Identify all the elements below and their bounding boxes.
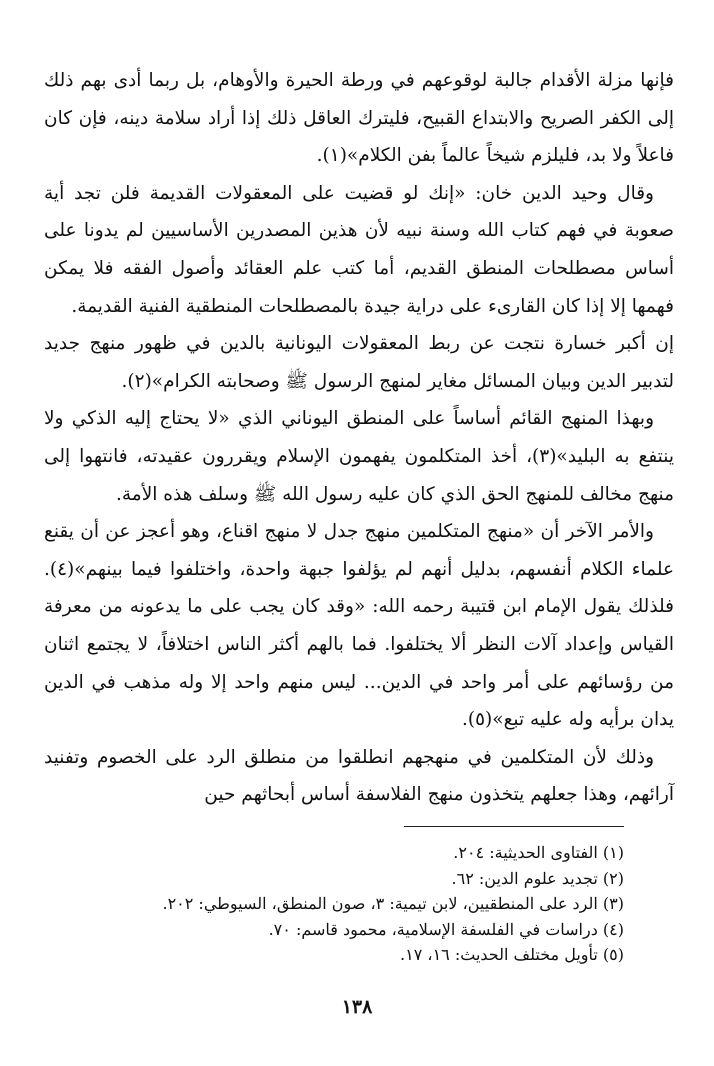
main-text [44,62,674,814]
paragraph: وذلك لأن المتكلمين في منهجهم انطلقوا من منطلق الرد على الخصوم وتفنيد آرائهم، وهذا جعلهم يتخذون منهج الفلاسفة أساس أبحاثهم حين [44,746,674,806]
footnote: (٥) تأويل مختلف الحديث: ١٦، ١٧. [400,945,624,965]
footnote: (٣) الرد على المنطقيين، لابن تيمية: ٣، صون المنطق، السيوطي: ٢٠٢. [162,894,624,914]
paragraph: وقال وحيد الدين خان: «إنك لو قضيت على المعقولات القديمة فلن تجد أية صعوبة في فهم كتاب الله وسنة نبيه لأن هذين المصدرين الأساسيين لم يدونا على أساس مصطلحات المنطق القديم، أما كتب علم العقائد وأصول الفقه فلا يمكن فهمها إلا إذا كان القارىء على دراية جيدة بالمصطلحات المنطقية الفنية القديمة. [44,182,674,317]
paragraph: والأمر الآخر أن «منهج المتكلمين منهج جدل لا منهج اقناع، وهو أعجز عن أن يقنع علماء الكلام أنفسهم، بدليل أنهم لم يؤلفوا جبهة واحدة، واختلفوا فيما بينهم»(٤). فلذلك يقول الإمام ابن قتيبة رحمه الله: «وقد كان يجب على ما يدعونه من معرفة القياس وإعداد آلات النظر ألا يختلفوا. فما بالهم أكثر الناس اختلافاً، لا يجتمع اثنان من رؤسائهم على أمر واحد في الدين... ليس منهم واحد إلا وله مذهب في الدين يدان برأيه وله عليه تبع»(٥). [44,521,674,731]
paragraph: وبهذا المنهج القائم أساساً على المنطق اليوناني الذي «لا يحتاج إليه الذكي ولا ينتفع به البليد»(٣)، أخذ المتكلمون يفهمون الإسلام ويقررون عقيدته، فانتهوا إلى منهج مخالف للمنهج الحق الذي كان عليه رسول الله ﷺ وسلف هذه الأمة. [44,408,674,505]
page-number: ١٣٨ [341,996,373,1018]
paragraph: فإنها مزلة الأقدام جالبة لوقوعهم في ورطة الحيرة والأوهام، بل ربما أدى بهم ذلك إلى الكفر الصريح والابتداع القبيح، فليترك العاقل ذلك إذا أراد سلامة دينه، فإن كان فاعلاً ولا بد، فليلزم شيخاً عالماً بفن الكلام»(١). [44,70,674,167]
footnote: (٢) تجديد علوم الدين: ٦٢. [451,868,624,888]
footnote: (٤) دراسات في الفلسفة الإسلامية، محمود قاسم: ٧٠. [268,919,624,939]
footnote-separator [404,826,624,827]
footnote: (١) الفتاوى الحديثية: ٢٠٤. [453,843,624,862]
footnotes [100,840,624,968]
paragraph: إن أكبر خسارة نتجت عن ربط المعقولات اليونانية بالدين في ظهور منهج جديد لتدبير الدين وبيان المسائل مغاير لمنهج الرسول ﷺ وصحابته الكرام»(٢). [44,333,674,392]
